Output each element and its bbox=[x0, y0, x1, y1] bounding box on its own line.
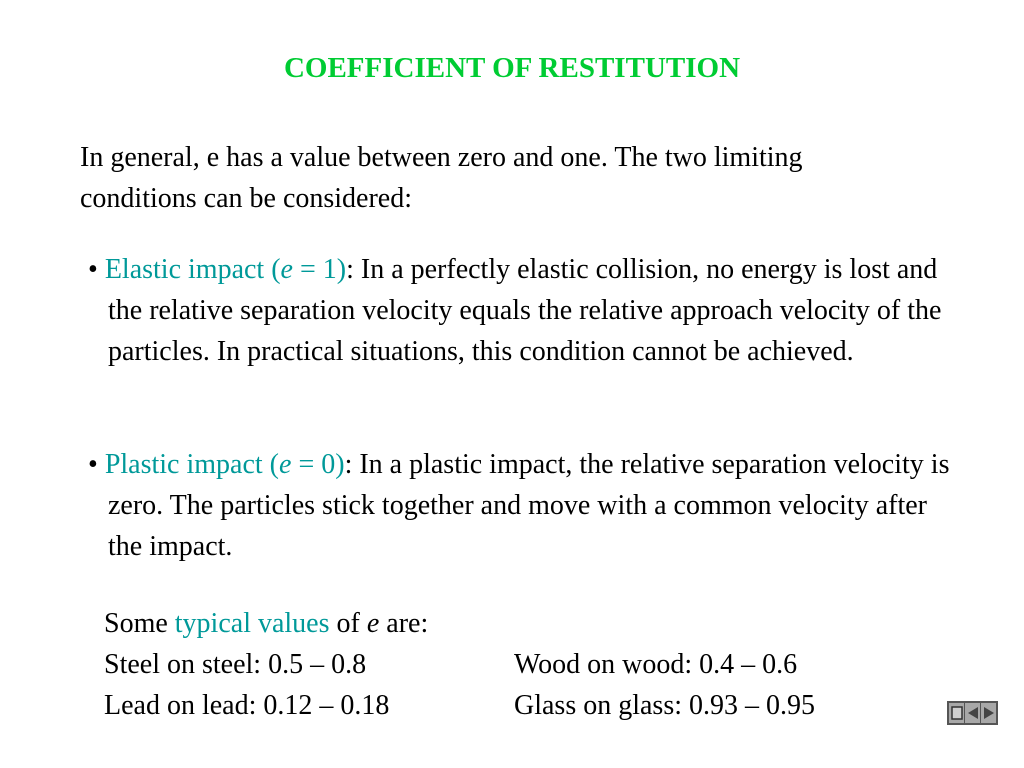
home-icon bbox=[951, 706, 963, 720]
typical-values-row bbox=[104, 685, 924, 726]
bullet-plastic-impact bbox=[88, 444, 953, 567]
label-variable: e bbox=[280, 254, 293, 285]
previous-button[interactable] bbox=[965, 703, 981, 723]
elastic-impact-text: : In a perfectly elastic collision, no energy is lost and the relative separation velocity equals the relative approach velocity of the particles. In practical situations, this condition cannot be achieved. bbox=[108, 254, 942, 367]
typical-values-highlight: typical values bbox=[174, 608, 330, 639]
slide-navigation bbox=[947, 701, 998, 725]
typical-values-heading bbox=[104, 603, 924, 644]
typical-values-row bbox=[104, 644, 924, 685]
plastic-impact-label bbox=[105, 449, 345, 480]
bullet-marker: • bbox=[88, 449, 98, 480]
label-pre: Plastic impact ( bbox=[104, 449, 279, 480]
typical-values-section bbox=[104, 603, 924, 726]
previous-icon bbox=[967, 706, 979, 720]
label-post: = 1) bbox=[292, 254, 347, 285]
label-variable: e bbox=[279, 449, 292, 480]
plastic-impact-text: : In a plastic impact, the relative separation velocity is zero. The particles stick together and move with a common velocity after the impact. bbox=[108, 449, 950, 562]
bullet-marker: • bbox=[88, 254, 98, 285]
bullet-elastic-impact bbox=[88, 249, 953, 372]
value-steel: Steel on steel: 0.5 – 0.8 bbox=[104, 649, 367, 680]
home-button[interactable] bbox=[949, 703, 965, 723]
next-icon bbox=[983, 706, 995, 720]
value-wood: Wood on wood: 0.4 – 0.6 bbox=[514, 649, 798, 680]
heading-variable: e bbox=[366, 608, 380, 639]
heading-post: are: bbox=[386, 608, 429, 639]
label-pre: Elastic impact ( bbox=[104, 254, 281, 285]
value-glass: Glass on glass: 0.93 – 0.95 bbox=[514, 690, 815, 721]
heading-pre: Some bbox=[104, 608, 168, 639]
slide-title: COEFFICIENT OF RESTITUTION bbox=[283, 52, 741, 84]
value-lead: Lead on lead: 0.12 – 0.18 bbox=[104, 690, 390, 721]
elastic-impact-label bbox=[105, 254, 346, 285]
intro-paragraph: In general, e has a value between zero and one. The two limiting conditions can be considered: bbox=[80, 142, 803, 214]
next-button[interactable] bbox=[981, 703, 996, 723]
label-post: = 0) bbox=[291, 449, 345, 480]
heading-mid: of bbox=[336, 608, 360, 639]
